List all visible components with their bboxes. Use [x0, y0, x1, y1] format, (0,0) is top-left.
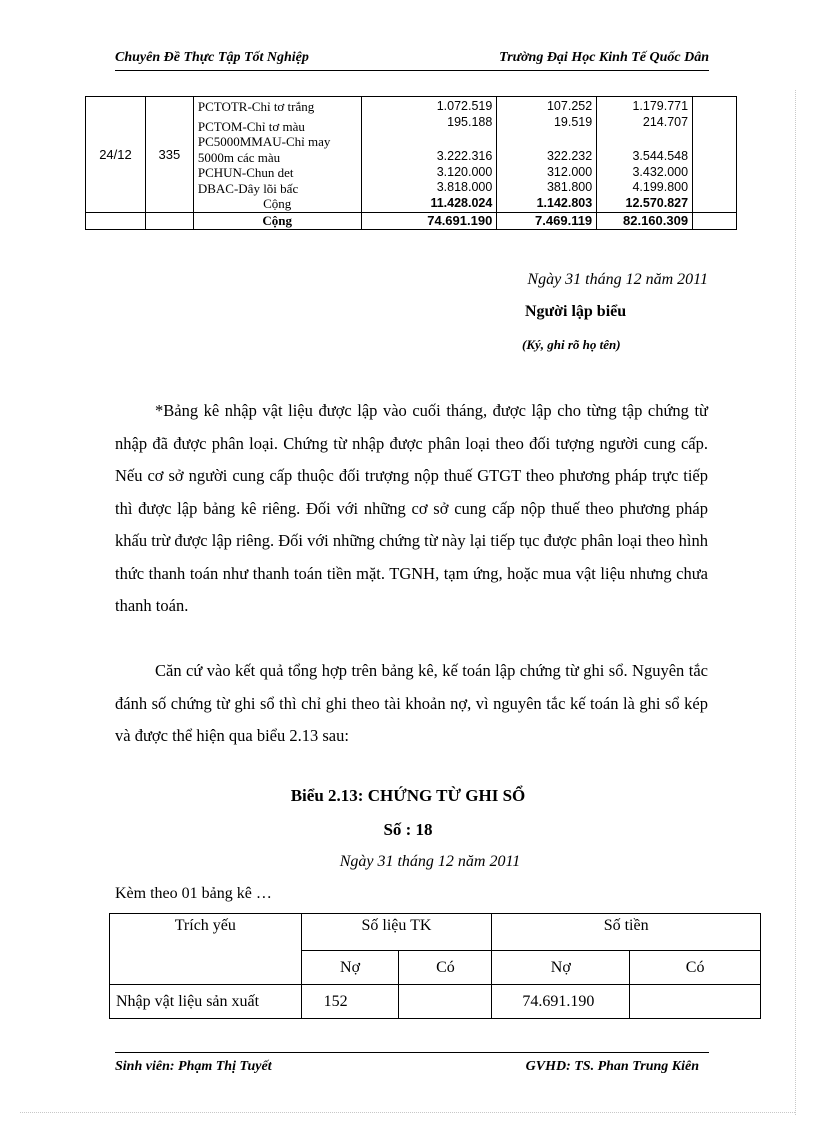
item-name: PCHUN-Chun det [197, 165, 294, 180]
vat-cell: 19.519 [553, 114, 593, 129]
vat-cell: 322.232 [546, 149, 593, 163]
signature-note: (Ký, ghi rõ họ tên) [522, 337, 621, 352]
header-debit-amount: Nợ [492, 951, 630, 985]
item-name: PCTOTR-Chỉ tơ trắng [197, 99, 315, 114]
header-summary: Trích yếu [110, 914, 302, 985]
item-name: PC5000MMAU-Chỉ may 5000m các màu [197, 134, 331, 165]
voucher-table [109, 913, 761, 1019]
header-right-title: Trường Đại Học Kinh Tế Quốc Dân [499, 50, 709, 65]
row-debit-account: 152 [301, 985, 399, 1019]
header-left-title: Chuyên Đề Thực Tập Tốt Nghiệp [115, 50, 309, 65]
page-header [115, 50, 709, 71]
form-number: Số : 18 [383, 820, 433, 839]
header-credit-account: Có [399, 951, 492, 985]
table-row [110, 914, 761, 951]
footer-student: Sinh viên: Phạm Thị Tuyết [115, 1059, 272, 1074]
value-cell: 3.818.000 [436, 180, 493, 194]
page-footer [115, 1052, 709, 1077]
item-names-cell [193, 97, 361, 213]
empty-cell [693, 212, 737, 229]
total-cell: 1.179.771 [632, 99, 689, 113]
body-paragraph: Căn cứ vào kết quả tổng hợp trên bảng kê, kế toán lập chứng từ ghi sổ. Nguyên tắc đánh số chứng từ ghi sổ thì chỉ ghi theo tài khoản nợ, vì nguyên tắc kế toán là ghi sổ kép và được thể hiện qua biểu 2.13 sau: [115, 661, 708, 745]
value-cell: 3.120.000 [436, 164, 493, 179]
form-title: Biểu 2.13: CHỨNG TỪ GHI SỔ [290, 786, 526, 805]
material-ledger-table [85, 96, 737, 230]
total-cell: 3.544.548 [632, 149, 689, 163]
row-credit-amount [630, 985, 761, 1019]
row-debit-amount: 74.691.190 [492, 985, 630, 1019]
footer-supervisor: GVHD: TS. Phan Trung Kiên [525, 1059, 699, 1074]
vat-column [497, 97, 597, 213]
value-cell: 195.188 [447, 114, 493, 129]
grand-total-vat: 7.469.119 [497, 212, 597, 229]
vat-cell: 381.800 [546, 180, 593, 194]
total-column [597, 97, 693, 213]
grand-total-value: 74.691.190 [361, 212, 497, 229]
attachment-note: Kèm theo 01 bảng kê … [115, 885, 272, 902]
grand-total-row [86, 212, 737, 229]
subtotal-total: 12.570.827 [625, 195, 689, 210]
signature-role: Người lập biểu [525, 303, 627, 320]
total-cell: 4.199.800 [632, 180, 689, 194]
value-cell: 1.072.519 [436, 99, 493, 113]
item-name: DBAC-Dây lõi bấc [197, 180, 299, 196]
signature-date: Ngày 31 tháng 12 năm 2011 [527, 271, 708, 288]
header-amount: Số tiền [492, 914, 761, 951]
page-edge-vertical [795, 90, 796, 1115]
row-credit-account [399, 985, 492, 1019]
form-date: Ngày 31 tháng 12 năm 2011 [339, 853, 521, 870]
voucher-number-cell: 335 [145, 97, 193, 213]
subtotal-label: Cộng [263, 196, 292, 211]
value-column [361, 97, 497, 213]
empty-cell [86, 212, 146, 229]
subtotal-vat: 1.142.803 [536, 195, 593, 210]
grand-total-sum: 82.160.309 [597, 212, 693, 229]
vat-cell: 107.252 [546, 99, 593, 113]
row-summary: Nhập vật liệu sản xuất [110, 985, 302, 1019]
total-cell: 3.432.000 [632, 164, 689, 179]
date-cell: 24/12 [86, 97, 146, 213]
item-name: PCTOM-Chỉ tơ màu [197, 118, 305, 134]
total-cell: 214.707 [642, 114, 689, 129]
subtotal-value: 11.428.024 [430, 195, 493, 210]
header-credit-amount: Có [630, 951, 761, 985]
vat-cell: 312.000 [546, 164, 593, 179]
header-debit-account: Nợ [301, 951, 399, 985]
value-cell: 3.222.316 [436, 149, 493, 163]
grand-total-label: Cộng [193, 212, 361, 229]
header-account: Số liệu TK [301, 914, 492, 951]
empty-cell [145, 212, 193, 229]
page-edge-horizontal [20, 1112, 795, 1113]
empty-cell [693, 97, 737, 213]
table-row [110, 985, 761, 1019]
body-paragraph: *Bảng kê nhập vật liệu được lập vào cuối tháng, được lập cho từng tập chứng từ nhập đã được phân loại. Chứng từ nhập được phân loại theo đối tượng người cung cấp. Nếu cơ sở người cung cấp thuộc đối trượng nộp thuế GTGT theo phương pháp trực tiếp thì được lập bảng kê riêng. Đối với những cơ sở cung cấp nộp thuế theo phương pháp khấu trừ được lập riêng. Đối với những chứng từ này lại tiếp tục được phân loại theo hình thức thanh toán như thanh toán tiền mặt. TGNH, tạm ứng, hoặc mua vật liệu nhưng chưa thanh toán. [115, 401, 708, 615]
table-row [86, 97, 737, 213]
